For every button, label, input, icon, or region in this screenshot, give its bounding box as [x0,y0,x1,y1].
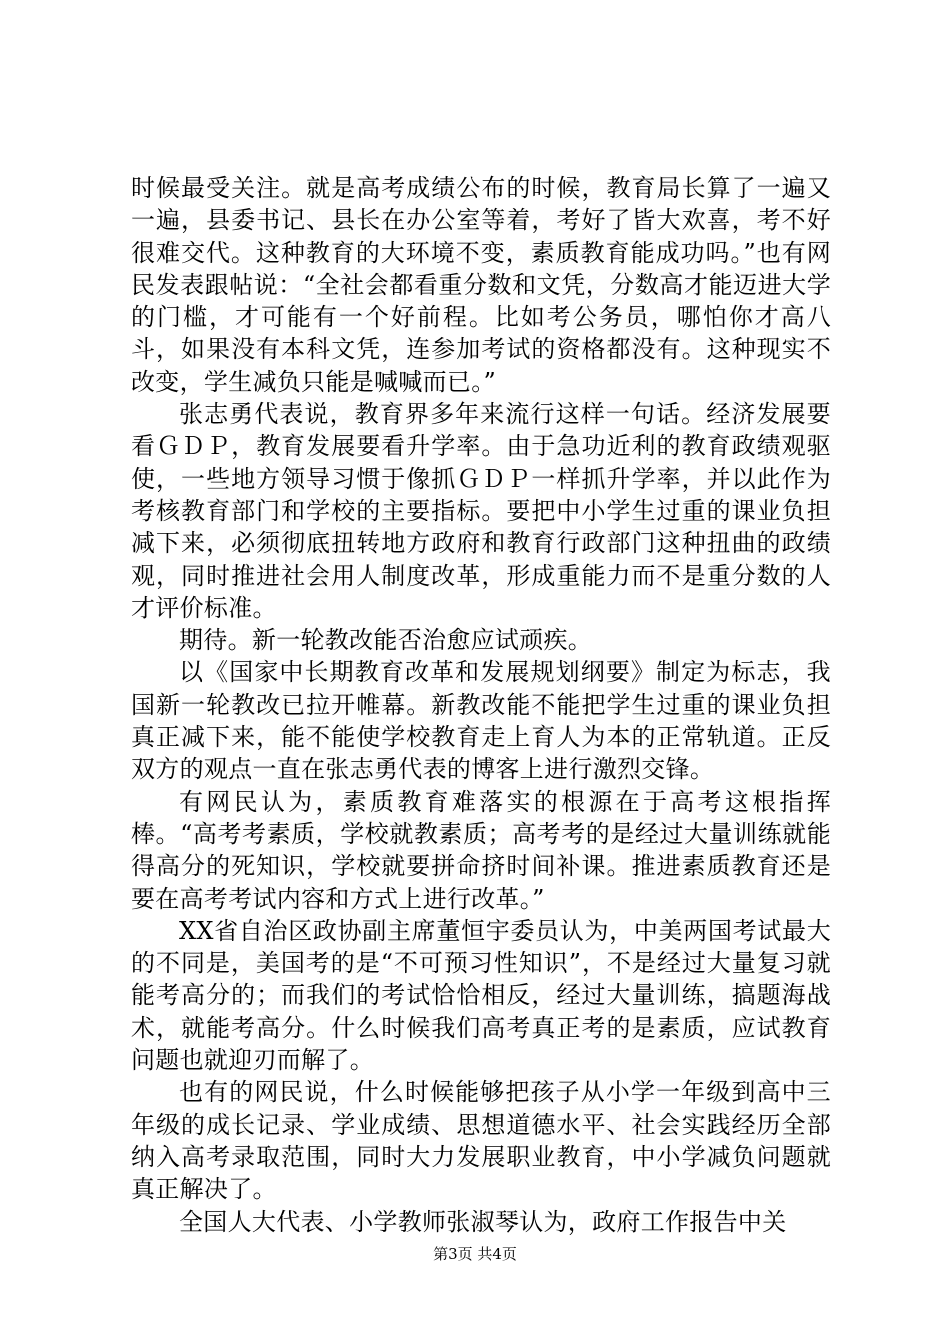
paragraph-3: 期待。新一轮教改能否治愈应试顽疾。 [179,626,593,655]
page-number-footer: 第3页 共4页 [433,1245,517,1263]
paragraph-5: 有网民认为，素质教育难落实的根源在于高考这根指挥棒。“高考考素质，学校就教素质；高考考的是经过大量训练就能得高分的死知识，学校就要拼命挤时间补课。推进素质教育还是要在高考考试内容和方式上进行改革。” [131,787,831,913]
paragraph-2: 张志勇代表说，教育界多年来流行这样一句话。经济发展要看ＧＤＰ，教育发展要看升学率。由于急功近利的教育政绩观驱使，一些地方领导习惯于像抓ＧＤＰ一样抓升学率，并以此作为考核教育部门和学校的主要指标。要把中小学生过重的课业负担减下来，必须彻底扭转地方政府和教育行政部门这种扭曲的政绩观，同时推进社会用人制度改革，形成重能力而不是重分数的人才评价标准。 [131,400,831,622]
paragraph-6: XX省自治区政协副主席董恒宇委员认为，中美两国考试最大的不同是，美国考的是“不可预习性知识”，不是经过大量复习就能考高分的；而我们的考试恰恰相反，经过大量训练，搞题海战术，就能考高分。什么时候我们高考真正考的是素质，应试教育问题也就迎刃而解了。 [131,916,831,1075]
document-body [131,172,831,1238]
paragraph-4: 以《国家中长期教育改革和发展规划纲要》制定为标志，我国新一轮教改已拉开帷幕。新教改能不能把学生过重的课业负担真正减下来，能不能使学校教育走上育人为本的正常轨道。正反双方的观点一直在张志勇代表的博客上进行激烈交锋。 [131,658,831,784]
paragraph-7: 也有的网民说，什么时候能够把孩子从小学一年级到高中三年级的成长记录、学业成绩、思想道德水平、社会实践经历全部纳入高考录取范围，同时大力发展职业教育，中小学减负问题就真正解决了。 [131,1078,831,1204]
paragraph-1: 时候最受关注。就是高考成绩公布的时候，教育局长算了一遍又一遍，县委书记、县长在办公室等着，考好了皆大欢喜，考不好很难交代。这种教育的大环境不变，素质教育能成功吗。”也有网民发表跟帖说：“全社会都看重分数和文凭，分数高才能迈进大学的门槛，才可能有一个好前程。比如考公务员，哪怕你才高八斗，如果没有本科文凭，连参加考试的资格都没有。这种现实不改变，学生减负只能是喊喊而已。” [131,174,831,396]
paragraph-8: 全国人大代表、小学教师张淑琴认为，政府工作报告中关 [179,1207,787,1236]
